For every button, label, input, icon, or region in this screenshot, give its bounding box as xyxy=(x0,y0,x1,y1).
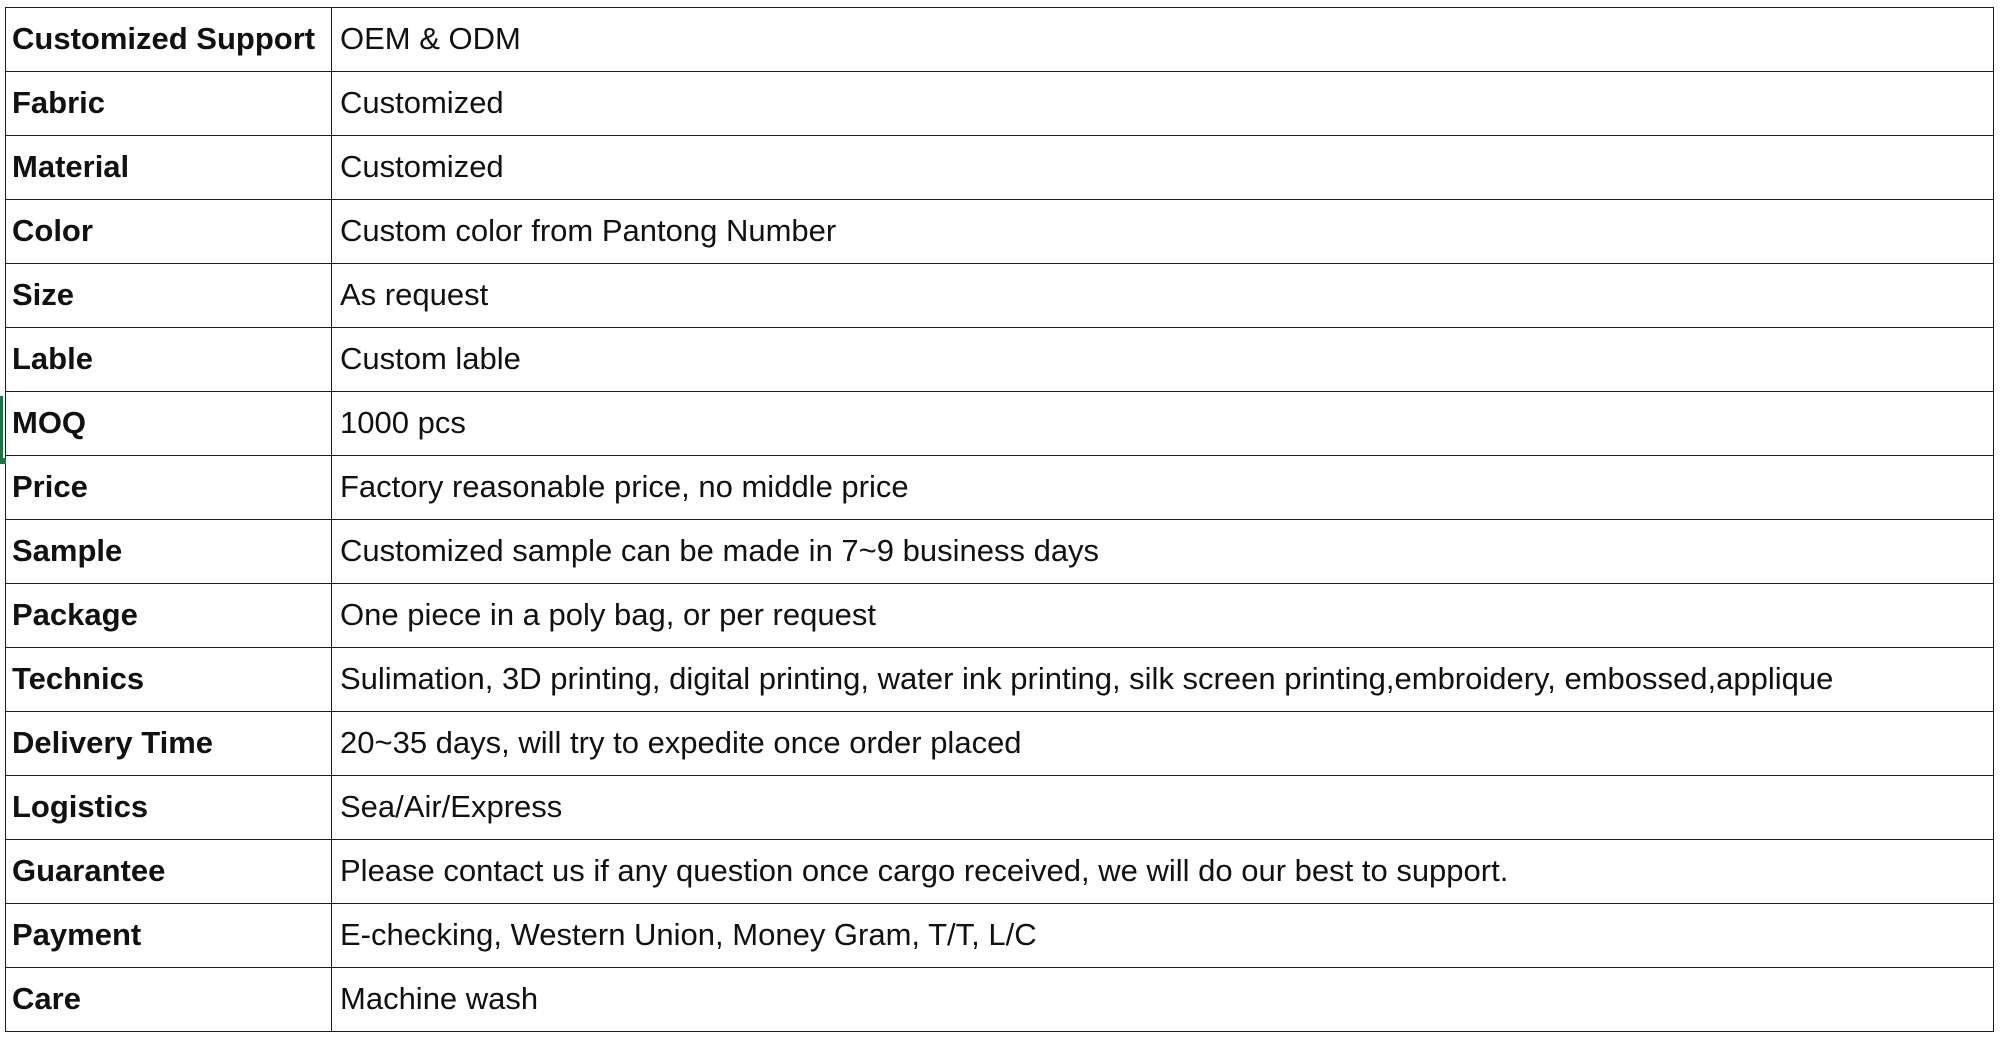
row-label[interactable]: Size xyxy=(6,264,332,328)
row-label[interactable]: Price xyxy=(6,456,332,520)
row-value[interactable]: Customized xyxy=(332,72,1994,136)
table-row-fabric xyxy=(6,72,1994,136)
row-value[interactable]: Sulimation, 3D printing, digital printing, water ink printing, silk screen printing,embroidery, embossed,applique xyxy=(332,648,1994,712)
row-value[interactable]: 1000 pcs xyxy=(332,392,1994,456)
row-value[interactable]: Customized xyxy=(332,136,1994,200)
row-value[interactable]: Sea/Air/Express xyxy=(332,776,1994,840)
table-row-lable xyxy=(6,328,1994,392)
spreadsheet-area xyxy=(5,7,1993,1032)
row-label[interactable]: Guarantee xyxy=(6,840,332,904)
table-row-delivery-time xyxy=(6,712,1994,776)
table-row-payment xyxy=(6,904,1994,968)
row-label[interactable]: Technics xyxy=(6,648,332,712)
cell-selection-border xyxy=(0,396,3,462)
table-row-technics xyxy=(6,648,1994,712)
row-label[interactable]: Lable xyxy=(6,328,332,392)
table-row-color xyxy=(6,200,1994,264)
table-row-size xyxy=(6,264,1994,328)
row-label[interactable]: Material xyxy=(6,136,332,200)
table-row-price xyxy=(6,456,1994,520)
table-row-logistics xyxy=(6,776,1994,840)
row-value[interactable]: Custom lable xyxy=(332,328,1994,392)
row-label[interactable]: Logistics xyxy=(6,776,332,840)
row-value[interactable]: Machine wash xyxy=(332,968,1994,1032)
row-label[interactable]: Fabric xyxy=(6,72,332,136)
row-value[interactable]: E-checking, Western Union, Money Gram, T/T, L/C xyxy=(332,904,1994,968)
spec-table xyxy=(5,7,1994,1032)
table-row-guarantee xyxy=(6,840,1994,904)
row-label[interactable]: Sample xyxy=(6,520,332,584)
row-value[interactable]: Customized sample can be made in 7~9 business days xyxy=(332,520,1994,584)
table-row-package xyxy=(6,584,1994,648)
row-label[interactable]: Payment xyxy=(6,904,332,968)
table-row-material xyxy=(6,136,1994,200)
row-value[interactable]: One piece in a poly bag, or per request xyxy=(332,584,1994,648)
table-row-customized-support xyxy=(6,8,1994,72)
row-label[interactable]: MOQ xyxy=(6,392,332,456)
row-value[interactable]: Please contact us if any question once cargo received, we will do our best to support. xyxy=(332,840,1994,904)
row-value[interactable]: OEM & ODM xyxy=(332,8,1994,72)
row-value[interactable]: 20~35 days, will try to expedite once order placed xyxy=(332,712,1994,776)
row-value[interactable]: Custom color from Pantong Number xyxy=(332,200,1994,264)
fill-handle[interactable] xyxy=(0,458,6,464)
row-label[interactable]: Customized Support xyxy=(6,8,332,72)
row-value[interactable]: As request xyxy=(332,264,1994,328)
row-label[interactable]: Package xyxy=(6,584,332,648)
row-value[interactable]: Factory reasonable price, no middle price xyxy=(332,456,1994,520)
row-label[interactable]: Care xyxy=(6,968,332,1032)
table-row-sample xyxy=(6,520,1994,584)
row-label[interactable]: Color xyxy=(6,200,332,264)
table-row-care xyxy=(6,968,1994,1032)
table-row-moq xyxy=(6,392,1994,456)
row-label[interactable]: Delivery Time xyxy=(6,712,332,776)
